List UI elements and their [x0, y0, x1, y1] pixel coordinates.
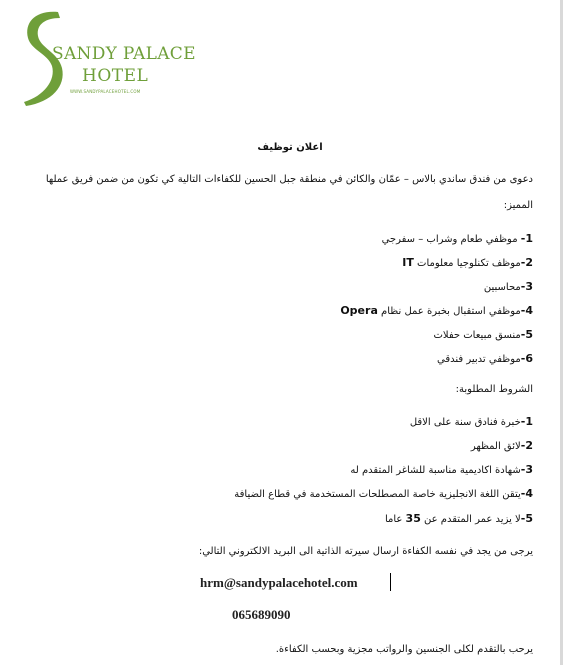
condition-text: شهادة اكاديمية مناسبة للشاغر المتقدم له: [350, 465, 521, 476]
intro-line-2: المميز:: [503, 200, 533, 211]
position-number: 5-: [520, 328, 533, 341]
logo-name-line2: HOTEL: [82, 66, 149, 86]
condition-item-1: [23, 415, 533, 430]
position-item-6: [23, 352, 533, 367]
condition-text: لا يزيد عمر المتقدم عن: [420, 514, 521, 525]
condition-number: 1-: [520, 415, 533, 428]
position-item-1: [23, 232, 533, 247]
position-number: 3-: [520, 280, 533, 293]
position-text: منسق مبيعات حفلات: [433, 330, 521, 341]
position-item-4: [23, 304, 533, 319]
apply-text: يرجى من يجد في نفسه الكفاءة ارسال سيرته الذاتية الى البريد الالكتروني التالي:: [198, 546, 533, 557]
condition-number: 5-: [520, 512, 533, 525]
condition-item-5: [23, 512, 533, 527]
position-number: 4-: [520, 304, 533, 317]
position-number: 6-: [520, 352, 533, 365]
position-item-3: [23, 280, 533, 295]
text-cursor: [390, 573, 391, 591]
conditions-heading: الشروط المطلوبة:: [455, 384, 533, 395]
condition-text: لائق المظهر: [470, 441, 521, 452]
page-title: اعلان توظيف: [257, 142, 323, 153]
hotel-logo: [18, 8, 196, 108]
closing-text: يرحب بالتقدم لكلى الجنسين والرواتب مجزية وبحسب الكفاءة.: [275, 644, 533, 655]
position-number: 2-: [520, 256, 533, 269]
condition-number: 3-: [520, 463, 533, 476]
position-text: موظفي استقبال بخبرة عمل نظام: [377, 306, 521, 317]
condition-item-3: [23, 463, 533, 478]
position-text: محاسبين: [483, 282, 521, 293]
condition-item-2: [23, 439, 533, 454]
position-item-2: [23, 256, 533, 271]
position-text: موظفي طعام وشراب – سفرجي: [381, 234, 521, 245]
condition-text-after: عاما: [384, 514, 406, 525]
contact-email[interactable]: hrm@sandypalacehotel.com: [200, 575, 358, 590]
condition-number: 2-: [520, 439, 533, 452]
condition-text: يتقن اللغة الانجليزية خاصة المصطلحات المستخدمة في قطاع الضيافة: [234, 489, 521, 500]
position-highlight: Opera: [340, 304, 378, 317]
position-item-5: [23, 328, 533, 343]
contact-phone: 065689090: [232, 607, 291, 622]
logo-name-line1: SANDY PALACE: [52, 44, 196, 64]
logo-url: WWW.SANDYPALACEHOTEL.COM: [70, 89, 141, 94]
position-number: 1-: [520, 232, 533, 245]
condition-number: 4-: [520, 487, 533, 500]
condition-item-4: [23, 487, 533, 502]
condition-highlight: 35: [405, 512, 421, 525]
intro-line-1: دعوى من فندق ساندي بالاس – عمّان والكائن في منطقة جبل الحسين للكفاءات التالية كي تكون من ضمن فريق عملها: [45, 174, 533, 185]
position-text: موظفي تدبير فندقي: [437, 354, 521, 365]
position-text: موظف تكنلوجيا معلومات: [413, 258, 521, 269]
position-highlight: IT: [402, 256, 414, 269]
condition-text: خبرة فنادق سنة على الاقل: [409, 417, 521, 428]
